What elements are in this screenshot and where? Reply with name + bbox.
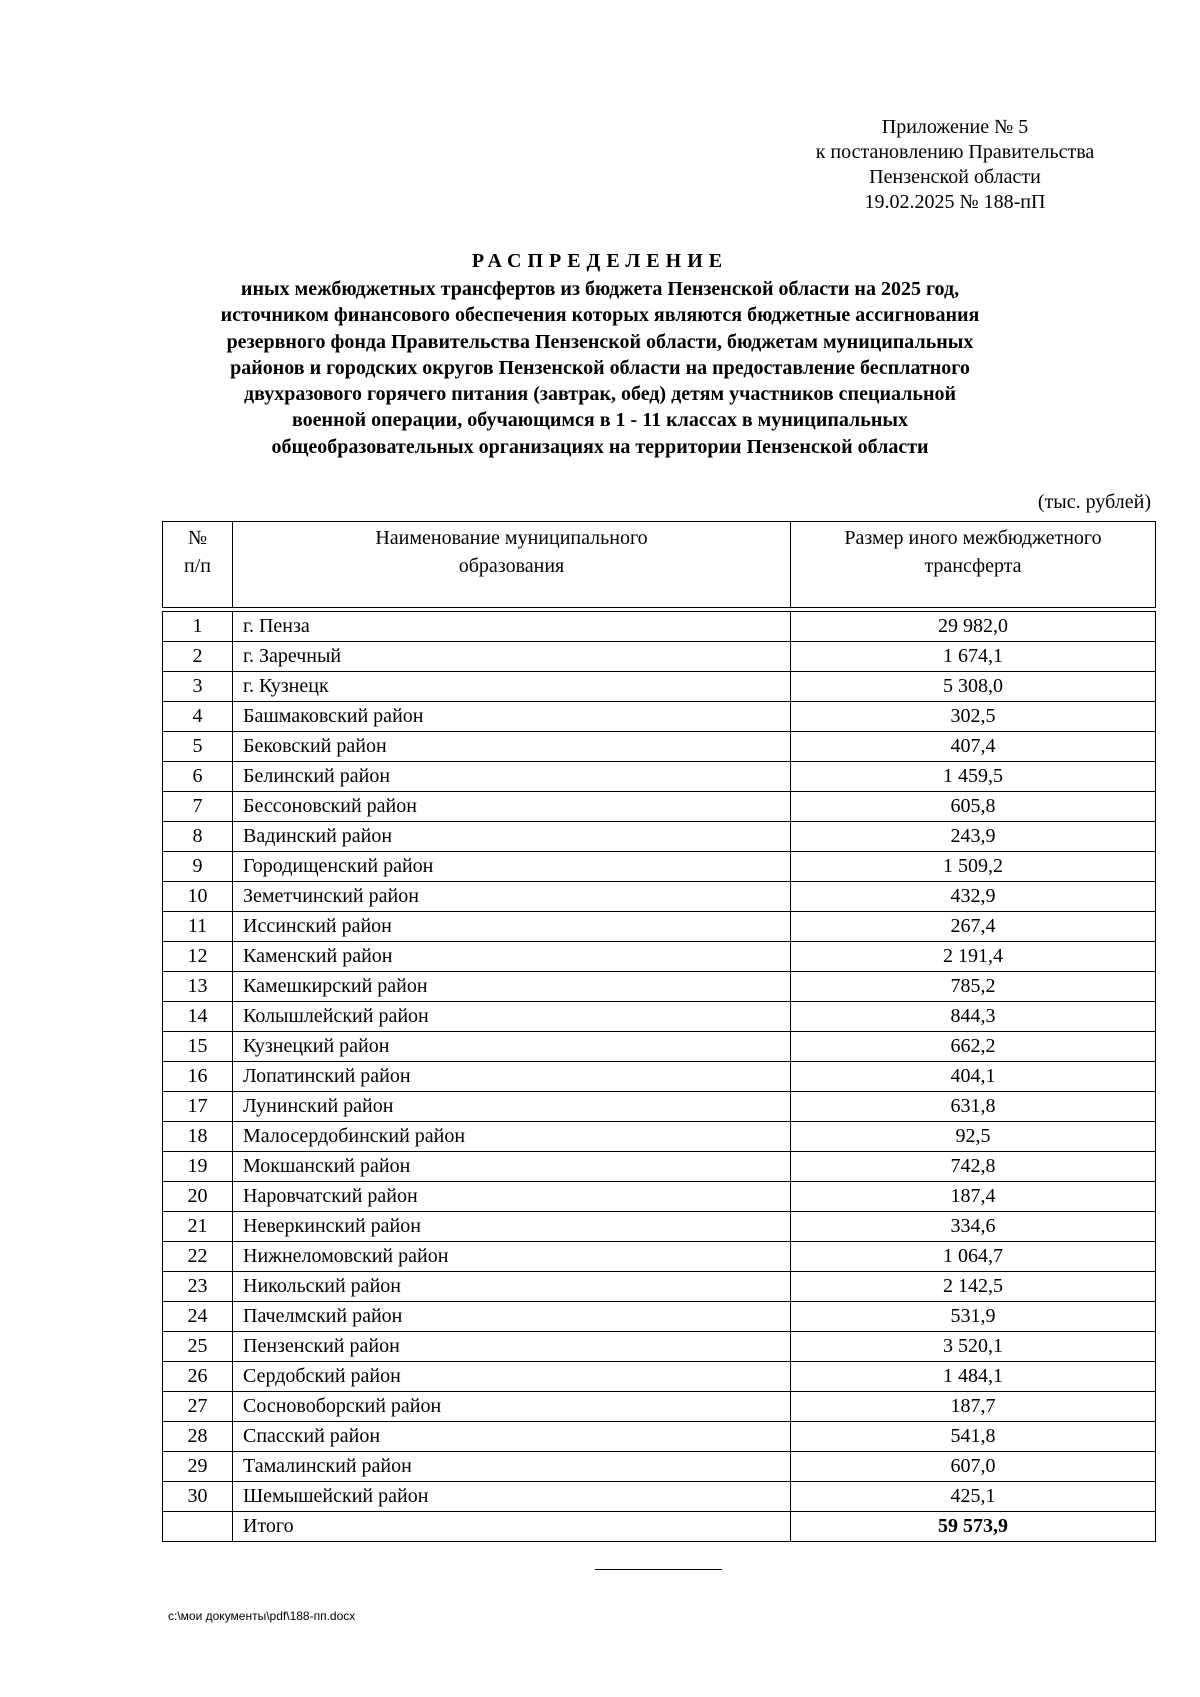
transfer-amount: 785,2 — [791, 972, 1156, 1002]
municipality-name: Малосердобинский район — [233, 1122, 791, 1152]
subtitle-line: двухразового горячего питания (завтрак, обед) детям участников специальной — [243, 383, 957, 406]
row-number: 22 — [163, 1242, 233, 1272]
transfer-amount: 662,2 — [791, 1032, 1156, 1062]
municipality-name: Бековский район — [233, 732, 791, 762]
table-row — [163, 1302, 1156, 1332]
table-row — [163, 1032, 1156, 1062]
municipality-name: Вадинский район — [233, 822, 791, 852]
subtitle-line: районов и городских округов Пензенской области на предоставление бесплатного — [230, 356, 970, 379]
transfer-amount: 407,4 — [791, 732, 1156, 762]
table-row — [163, 1332, 1156, 1362]
row-number: 8 — [163, 822, 233, 852]
file-path: c:\мои документы\pdf\188-пп.docx — [168, 1609, 356, 1623]
appendix-line: Приложение № 5 — [881, 116, 1029, 138]
row-number: 15 — [163, 1032, 233, 1062]
subtitle-line: иных межбюджетных трансфертов из бюджета Пензенской области на 2025 год, — [240, 278, 960, 300]
transfer-amount: 1 509,2 — [791, 852, 1156, 882]
table-row — [163, 1212, 1156, 1242]
municipality-name: Колышлейский район — [233, 1002, 791, 1032]
table-row — [163, 1092, 1156, 1122]
table-row — [163, 1482, 1156, 1512]
row-number: 3 — [163, 672, 233, 702]
municipality-name: Наровчатский район — [233, 1182, 791, 1212]
table-row — [163, 1122, 1156, 1152]
transfer-amount: 3 520,1 — [791, 1332, 1156, 1362]
data-table — [162, 611, 1156, 1542]
transfer-amount: 607,0 — [791, 1452, 1156, 1482]
municipality-name: Земетчинский район — [233, 882, 791, 912]
transfer-amount: 1 674,1 — [791, 642, 1156, 672]
row-number: 19 — [163, 1152, 233, 1182]
table-row — [163, 1002, 1156, 1032]
row-number: 27 — [163, 1392, 233, 1422]
row-number — [163, 1512, 233, 1542]
table-row — [163, 1152, 1156, 1182]
header-name: Наименование муниципального образования — [233, 522, 791, 608]
transfer-amount: 187,4 — [791, 1182, 1156, 1212]
municipality-name: Шемышейский район — [233, 1482, 791, 1512]
transfer-amount: 5 308,0 — [791, 672, 1156, 702]
row-number: 11 — [163, 912, 233, 942]
transfer-amount: 187,7 — [791, 1392, 1156, 1422]
document-subtitle — [150, 276, 1050, 460]
row-number: 16 — [163, 1062, 233, 1092]
subtitle-line: общеобразовательных организациях на территории Пензенской области — [271, 435, 929, 458]
table-row — [163, 672, 1156, 702]
table-row — [163, 1242, 1156, 1272]
municipality-name: Сердобский район — [233, 1362, 791, 1392]
row-number: 18 — [163, 1122, 233, 1152]
row-number: 26 — [163, 1362, 233, 1392]
transfer-amount: 29 982,0 — [791, 612, 1156, 642]
municipality-name: Неверкинский район — [233, 1212, 791, 1242]
table-row — [163, 792, 1156, 822]
municipality-name: Каменский район — [233, 942, 791, 972]
table-row — [163, 762, 1156, 792]
table-row — [163, 1422, 1156, 1452]
transfer-amount: 844,3 — [791, 1002, 1156, 1032]
transfer-amount: 1 459,5 — [791, 762, 1156, 792]
row-number: 25 — [163, 1332, 233, 1362]
municipality-name: Тамалинский район — [233, 1452, 791, 1482]
transfer-amount: 2 191,4 — [791, 942, 1156, 972]
row-number: 14 — [163, 1002, 233, 1032]
table-row — [163, 702, 1156, 732]
municipality-name: Нижнеломовский район — [233, 1242, 791, 1272]
row-number: 24 — [163, 1302, 233, 1332]
table-row — [163, 642, 1156, 672]
transfer-amount: 334,6 — [791, 1212, 1156, 1242]
transfer-amount: 1 484,1 — [791, 1362, 1156, 1392]
transfer-amount: 2 142,5 — [791, 1272, 1156, 1302]
row-number: 17 — [163, 1092, 233, 1122]
row-number: 6 — [163, 762, 233, 792]
row-number: 12 — [163, 942, 233, 972]
municipality-name: г. Заречный — [233, 642, 791, 672]
subtitle-line: источником финансового обеспечения которых являются бюджетные ассигнования — [220, 304, 980, 327]
transfer-amount: 541,8 — [791, 1422, 1156, 1452]
header-num: № п/п — [163, 522, 233, 608]
table-row — [163, 942, 1156, 972]
appendix-line: к постановлению Правительства — [815, 141, 1095, 163]
row-number: 20 — [163, 1182, 233, 1212]
row-number: 21 — [163, 1212, 233, 1242]
table-row — [163, 972, 1156, 1002]
transfer-amount: 59 573,9 — [791, 1512, 1156, 1542]
units-label: (тыс. рублей) — [1037, 491, 1151, 513]
appendix-line: Пензенской области — [869, 166, 1041, 188]
table-row — [163, 1392, 1156, 1422]
municipality-name: Лунинский район — [233, 1092, 791, 1122]
row-number: 29 — [163, 1452, 233, 1482]
transfer-amount: 742,8 — [791, 1152, 1156, 1182]
separator-line — [595, 1569, 722, 1570]
header-value: Размер иного межбюджетного трансферта — [791, 522, 1156, 608]
table-header — [162, 521, 1156, 608]
municipality-name: Сосновоборский район — [233, 1392, 791, 1422]
municipality-name: Городищенский район — [233, 852, 791, 882]
row-number: 2 — [163, 642, 233, 672]
row-number: 23 — [163, 1272, 233, 1302]
row-number: 4 — [163, 702, 233, 732]
subtitle-line: резервного фонда Правительства Пензенской области, бюджетам муниципальных — [226, 330, 974, 353]
subtitle-line: военной операции, обучающимся в 1 - 11 классах в муниципальных — [292, 409, 908, 432]
table-row — [163, 612, 1156, 642]
appendix-line: 19.02.2025 № 188-пП — [864, 191, 1046, 213]
municipality-name: г. Кузнецк — [233, 672, 791, 702]
row-number: 30 — [163, 1482, 233, 1512]
transfer-amount: 92,5 — [791, 1122, 1156, 1152]
row-number: 1 — [163, 612, 233, 642]
document-title: РАСПРЕДЕЛЕНИЕ — [471, 250, 729, 272]
municipality-name: Никольский район — [233, 1272, 791, 1302]
municipality-name: Итого — [233, 1512, 791, 1542]
municipality-name: Камешкирский район — [233, 972, 791, 1002]
table-row — [163, 1452, 1156, 1482]
transfer-amount: 425,1 — [791, 1482, 1156, 1512]
municipality-name: г. Пенза — [233, 612, 791, 642]
table-row — [163, 912, 1156, 942]
transfer-amount: 531,9 — [791, 1302, 1156, 1332]
row-number: 10 — [163, 882, 233, 912]
municipality-name: Кузнецкий район — [233, 1032, 791, 1062]
table-row — [163, 1182, 1156, 1212]
table-row — [163, 732, 1156, 762]
table-row — [163, 1062, 1156, 1092]
appendix-block — [775, 115, 1135, 215]
row-number: 13 — [163, 972, 233, 1002]
municipality-name: Белинский район — [233, 762, 791, 792]
transfer-amount: 631,8 — [791, 1092, 1156, 1122]
table-row — [163, 1272, 1156, 1302]
table-row — [163, 852, 1156, 882]
row-number: 5 — [163, 732, 233, 762]
row-number: 28 — [163, 1422, 233, 1452]
transfer-amount: 404,1 — [791, 1062, 1156, 1092]
municipality-name: Башмаковский район — [233, 702, 791, 732]
transfer-amount: 432,9 — [791, 882, 1156, 912]
row-number: 9 — [163, 852, 233, 882]
municipality-name: Иссинский район — [233, 912, 791, 942]
row-number: 7 — [163, 792, 233, 822]
table-row — [163, 822, 1156, 852]
transfer-amount: 302,5 — [791, 702, 1156, 732]
table-row — [163, 882, 1156, 912]
total-row — [163, 1512, 1156, 1542]
municipality-name: Пачелмский район — [233, 1302, 791, 1332]
municipality-name: Спасский район — [233, 1422, 791, 1452]
municipality-name: Мокшанский район — [233, 1152, 791, 1182]
municipality-name: Пензенский район — [233, 1332, 791, 1362]
transfer-amount: 1 064,7 — [791, 1242, 1156, 1272]
transfer-amount: 267,4 — [791, 912, 1156, 942]
transfer-amount: 243,9 — [791, 822, 1156, 852]
municipality-name: Бессоновский район — [233, 792, 791, 822]
table-row — [163, 1362, 1156, 1392]
municipality-name: Лопатинский район — [233, 1062, 791, 1092]
transfer-amount: 605,8 — [791, 792, 1156, 822]
